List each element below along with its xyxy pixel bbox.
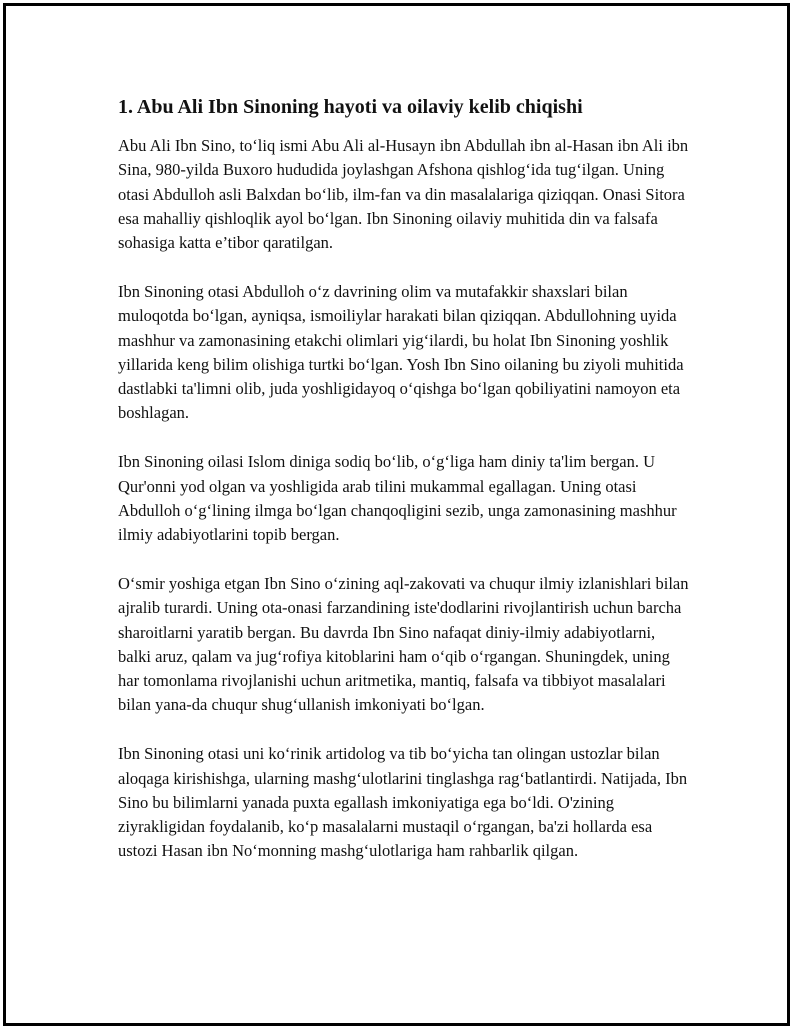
paragraph-1: Abu Ali Ibn Sino, to‘liq ismi Abu Ali al-Husayn ibn Abdullah ibn al-Hasan ibn Ali ibn Sina, 980-yilda Buxoro hududida joylashgan Afshona qishlog‘ida tug‘ilgan. Uning otasi Abdulloh asli Balxdan bo‘lib, ilm-fan va din masalalariga qiziqqan. Onasi Sitora esa mahalliy qishloqlik ayol bo‘lgan. Ibn Sinoning oilaviy muhitida din va falsafa sohasiga katta e’tibor qaratilgan. [118,136,689,253]
paragraph-2: Ibn Sinoning otasi Abdulloh o‘z davrining olim va mutafakkir shaxslari bilan muloqotda bo‘lgan, ayniqsa, ismoiliylar harakati bilan qiziqqan. Abdullohning uyida mashhur va zamonasining etakchi olimlari yig‘ilardi, bu holat Ibn Sinoning yoshlik yillarida keng bilim olishiga turtki bo‘lgan. Yosh Ibn Sino oilaning bu ziyoli muhitida dastlabki ta'limni olib, juda yoshligidayoq o‘qishga bo‘lgan qobiliyatini namoyon eta boshlagan. [118,281,684,423]
paragraph-3: Ibn Sinoning oilasi Islom diniga sodiq bo‘lib, o‘g‘liga ham diniy ta'lim bergan. U Qur'onni yod olgan va yoshligida arab tilini mukammal egallagan. Uning otasi Abdulloh o‘g‘lining ilmga bo‘lgan chanqoqligini sezib, unga zamonasining mashhur ilmiy adabiyotlarini topib bergan. [118,452,677,545]
paragraph-4: O‘smir yoshiga etgan Ibn Sino o‘zining aql-zakovati va chuqur ilmiy izlanishlari bilan ajralib turardi. Uning ota-onasi farzandining iste'dodlarini rivojlantirish uchun barcha sharoitlarni yaratib bergan. Bu davrda Ibn Sino nafaqat diniy-ilmiy adabiyotlarni, balki aruz, qalam va jug‘rofiya kitoblarini ham o‘qib o‘rgangan. Shuningdek, uning har tomonlama rivojlanishi uchun aritmetika, mantiq, falsafa va tibbiyot masalalari bilan yana-da chuqur shug‘ullanish imkoniyati bo‘lgan. [118,573,689,715]
paragraph-5: Ibn Sinoning otasi uni ko‘rinik artidolog va tib bo‘yicha tan olingan ustozlar bilan aloqaga kirishishga, ularning mashg‘ulotlarini tinglashga rag‘batlantirdi. Natijada, Ibn Sino bu bilimlarni yanada puxta egallash imkoniyatiga ega bo‘ldi. O'zining ziyrakligidan foydalanib, ko‘p masalalarni mustaqil o‘rgangan, ba'zi hollarda esa ustozi Hasan ibn No‘monning mashg‘ulotlariga ham rahbarlik qilgan. [118,744,688,861]
document-body [118,94,690,888]
section-heading: 1. Abu Ali Ibn Sinoning hayoti va oilaviy kelib chiqishi [118,96,583,118]
